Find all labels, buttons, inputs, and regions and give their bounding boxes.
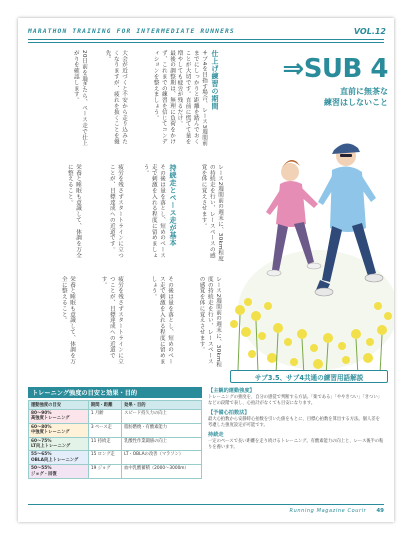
table-row bbox=[29, 465, 202, 479]
magazine-page bbox=[18, 18, 394, 522]
glossary-section bbox=[208, 387, 384, 454]
table-cell-period: 11 持続走 bbox=[88, 437, 121, 451]
glossary-item bbox=[208, 387, 384, 406]
table-row bbox=[29, 423, 202, 437]
body-column-2: 最後の調整期は、無理に負荷をかけず、これまでの練習を信じてコンディションを整えましょう。 bbox=[152, 50, 175, 145]
body-column-1: サブ4を目指す場合、レース3週間前までにしっかりと距離を踏んでおくことが大切です。直前に慌てて量を増やしても疲労が残るだけ。 bbox=[176, 50, 207, 147]
table-cell-zone: 60～80% 中強度トレーニング bbox=[29, 423, 89, 437]
article-title-block bbox=[248, 54, 388, 108]
table-cell-period: 15 ロング走 bbox=[88, 451, 121, 465]
body-column-10: その後は量を落とし、短めのペース走で刺激を入れる程度に留めましょう。 bbox=[150, 276, 173, 365]
body-column-8: 栄養と睡眠も意識して、体調を万全に整えること。 bbox=[66, 164, 81, 259]
article-subtitle-line2: 練習はしないこと bbox=[324, 98, 388, 107]
table-cell-zone: 80～90% 高強度トレーニング bbox=[29, 410, 89, 424]
glossary-definition: トレーニングの強度を、自分の感覚で判断する方法。「楽である」「ややきつい」「きつい」などの段階で表し、心拍計がなくても目安になります。 bbox=[208, 395, 382, 406]
glossary-definition: 最大心拍数から安静時心拍数を引いた値をもとに、目標心拍数を算出する方法。個人差を考慮した強度設定が可能です。 bbox=[208, 417, 380, 428]
body-column-3: 大会が近づくと不安から走り込みたくなりますが、疲れを抜くことを優先。 bbox=[104, 50, 127, 145]
table-row bbox=[29, 451, 202, 465]
table-row bbox=[29, 410, 202, 424]
table-header-zone: 運動強度の目安 bbox=[29, 401, 89, 410]
footer-bar bbox=[28, 504, 384, 514]
table-cell-zone: 60～75% LT向上トレーニング bbox=[29, 437, 89, 451]
article-subtitle-line1: 直前に無茶な bbox=[340, 87, 388, 96]
table-cell-effect: 脂肪燃焼・有酸素能力 bbox=[122, 423, 202, 437]
table-header-period: 期間・距離 bbox=[88, 401, 121, 410]
glossary-term: 持続走 bbox=[208, 432, 224, 439]
table-cell-period: 1 月齢 bbox=[88, 410, 121, 424]
article-title: ⇒SUB 4 bbox=[282, 54, 388, 84]
body-column-6: その後は量を落とし、短めのペース走で刺激を入れる程度に留めましょう。 bbox=[142, 164, 165, 259]
body-column-9: レース2週間前の週末に、30km程度の持続走を行い、レースペースの感覚を体に覚えさせます。 bbox=[198, 276, 221, 368]
magazine-name: Running Magazine Courir bbox=[289, 507, 367, 514]
header-rule bbox=[28, 39, 384, 43]
column-heading-2: 持続走とペース走が基本 bbox=[169, 164, 177, 247]
body-column-4: 20日前を過ぎたら、ペース走で仕上がりを確認します。 bbox=[72, 50, 87, 147]
intensity-table-title: トレーニング強度の目安と効果・目的 bbox=[28, 387, 202, 398]
glossary-item bbox=[208, 431, 384, 450]
glossary-definition: 一定のペースで長い距離を走り続けるトレーニング。有酸素能力の向上と、レース後半の粘りを養います。 bbox=[208, 439, 384, 450]
table-cell-period: 19 ジョグ bbox=[88, 465, 121, 479]
table-cell-zone: 55～65% OBLA向上トレーニング bbox=[29, 451, 89, 465]
runners-illustration bbox=[228, 110, 394, 388]
body-column-7: 疲労を残さずスタートラインに立つことが、目標達成への近道です。 bbox=[108, 164, 123, 259]
page-number: 49 bbox=[376, 507, 384, 514]
body-column-5: レース2週間前の週末に、30km程度の持続走を行い、レースペースの感覚を体に覚えさせます。 bbox=[200, 164, 223, 262]
table-cell-effect: スピード持久力の向上 bbox=[122, 410, 202, 424]
body-column-12: 栄養と睡眠も意識して、体調を万全に整えること。 bbox=[60, 276, 75, 365]
table-row bbox=[29, 437, 202, 451]
header-bar bbox=[18, 24, 394, 38]
column-heading-1: 仕上げ練習の期間 bbox=[211, 50, 219, 110]
body-column-11: 疲労を残さずスタートラインに立つことが、目標達成への近道です。 bbox=[100, 276, 123, 365]
table-cell-period: 3 ペース走 bbox=[88, 423, 121, 437]
intensity-table-section bbox=[28, 387, 202, 479]
series-title: MARATHON TRAINING FOR INTERMEDIATE RUNNERS bbox=[28, 27, 235, 35]
glossary-term: 【主観的運動強度】 bbox=[208, 388, 255, 394]
table-header-effect: 効果・目的 bbox=[122, 401, 202, 410]
glossary-term: 【予備心拍数法】 bbox=[208, 410, 250, 417]
table-cell-effect: 乳酸性作業閾値の向上 bbox=[122, 437, 202, 451]
volume-label: VOL.12 bbox=[353, 26, 386, 36]
table-cell-zone: 50～55% ジョグ・回復 bbox=[29, 465, 89, 479]
intensity-table bbox=[28, 400, 202, 479]
glossary-caption: サブ3.5、サブ4共通の練習用語解説 bbox=[230, 370, 388, 383]
table-cell-effect: 血中乳酸蓄積（2000～3000m） bbox=[122, 465, 202, 479]
article-subtitle bbox=[248, 86, 388, 108]
table-cell-effect: LT・OBLAの改善（マラソン） bbox=[122, 451, 202, 465]
glossary-item bbox=[208, 409, 384, 428]
